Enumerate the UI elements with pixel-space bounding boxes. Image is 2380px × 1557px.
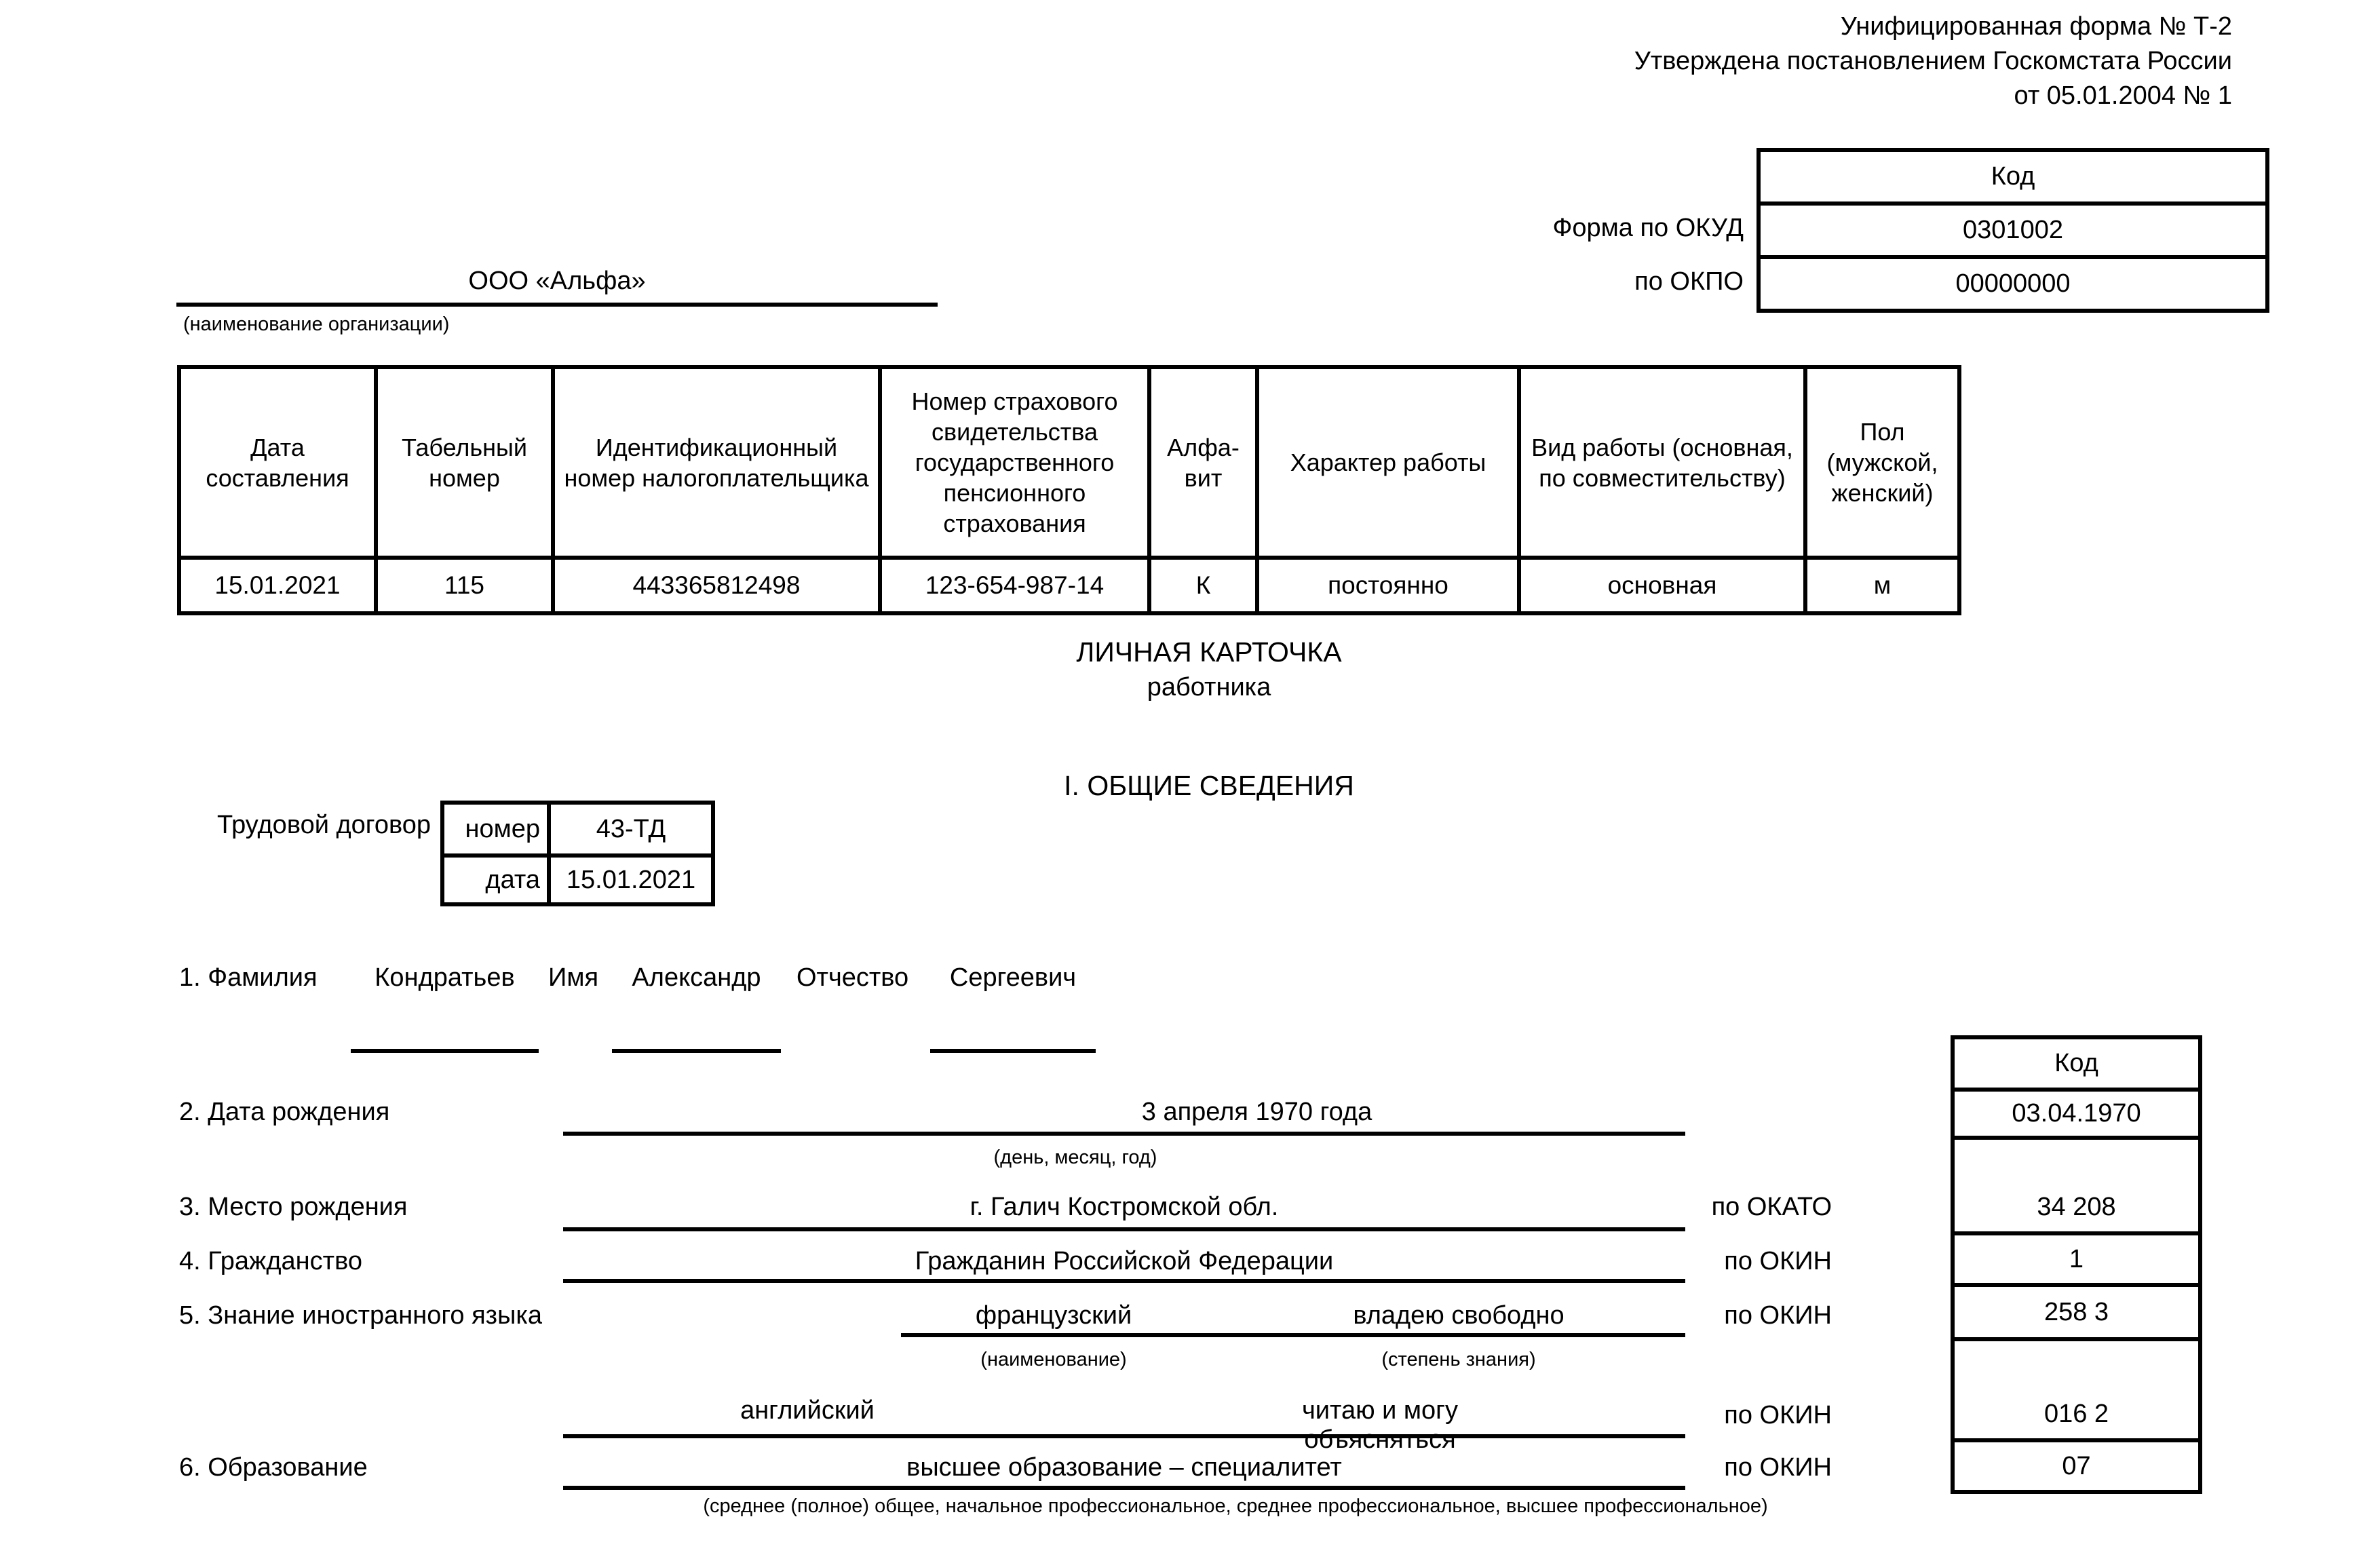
language-name-caption: (наименование)	[980, 1349, 1127, 1370]
firstname-underline	[612, 1049, 781, 1053]
patronymic-label: Отчество	[796, 963, 909, 992]
okpo-value: 00000000	[1761, 255, 2265, 309]
language-label: 5. Знание иностранного языка	[179, 1301, 542, 1330]
birth-date-label: 2. Дата рождения	[179, 1098, 390, 1126]
info-table-header-cell: Характер работы	[1255, 369, 1517, 556]
document-title: ЛИЧНАЯ КАРТОЧКА	[1076, 636, 1342, 668]
info-table-header-cell: Вид работы (основная, по совместительству)	[1517, 369, 1803, 556]
code-table-header: Код	[1991, 162, 2035, 191]
form-header-line3: от 05.01.2004 № 1	[2014, 81, 2232, 110]
section-1-heading: I. ОБЩИЕ СВЕДЕНИЯ	[1064, 770, 1354, 801]
info-table-header-cell: Номер страхового свидетельства государственного пенсионного страхования	[878, 369, 1147, 556]
contract-number-value: 43-ТД	[547, 805, 711, 853]
info-table-value-cell: 115	[374, 556, 551, 611]
contract-table	[440, 801, 715, 906]
birth-date-underline	[563, 1132, 1685, 1136]
contract-date-value: 15.01.2021	[547, 853, 711, 902]
form-header	[1221, 9, 2232, 113]
language1-code: 258 3	[1955, 1283, 2198, 1337]
surname-underline	[351, 1049, 539, 1053]
language1-underline	[901, 1333, 1685, 1337]
language2-name: английский	[740, 1396, 875, 1425]
education-value: высшее образование – специалитет	[906, 1453, 1342, 1482]
contract-date-label: дата	[444, 853, 547, 902]
info-table	[177, 365, 1961, 615]
citizenship-underline	[563, 1279, 1685, 1283]
okato-code: 34 208	[1955, 1136, 2198, 1231]
citizenship-label: 4. Гражданство	[179, 1247, 362, 1275]
firstname-value: Александр	[632, 963, 761, 992]
citizenship-okin-label: по ОКИН	[1724, 1247, 1832, 1275]
birth-date-caption: (день, месяц, год)	[993, 1147, 1157, 1168]
birth-date-value: 3 апреля 1970 года	[1141, 1098, 1373, 1126]
language2-underline	[563, 1434, 1685, 1438]
info-table-header-cell: Табельный номер	[374, 369, 551, 556]
info-table-value-cell: 123-654-987-14	[878, 556, 1147, 611]
citizenship-code: 1	[1955, 1231, 2198, 1283]
language1-okin-label: по ОКИН	[1724, 1301, 1832, 1330]
language1-degree: владею свободно	[1353, 1301, 1565, 1330]
info-table-value-cell: основная	[1517, 556, 1803, 611]
birth-date-code: 03.04.1970	[1955, 1088, 2198, 1136]
language2-degree: читаю и могу объясняться	[1301, 1396, 1459, 1454]
patronymic-underline	[930, 1049, 1096, 1053]
birth-place-underline	[563, 1227, 1685, 1231]
codes-column	[1951, 1035, 2202, 1494]
info-table-header-cell: Алфа-вит	[1147, 369, 1255, 556]
education-underline	[563, 1486, 1685, 1490]
info-table-header-cell: Дата составления	[206, 433, 349, 492]
info-table-value-cell: 15.01.2021	[181, 556, 374, 611]
contract-number-label: номер	[465, 814, 540, 843]
codes-column-header: Код	[2054, 1049, 2098, 1077]
info-table-value-cell: К	[1147, 556, 1255, 611]
info-table-value-cell: постоянно	[1255, 556, 1517, 611]
organization-name: ООО «Альфа»	[468, 267, 646, 295]
info-table-value-cell: 443365812498	[551, 556, 878, 611]
okud-label: Форма по ОКУД	[1552, 214, 1744, 242]
info-table-header-cell: Идентификационный номер налогоплательщика	[551, 369, 878, 556]
education-label: 6. Образование	[179, 1453, 368, 1482]
organization-underline	[176, 303, 938, 307]
contract-label: Трудовой договор	[216, 811, 431, 839]
education-okin-label: по ОКИН	[1724, 1453, 1832, 1482]
okud-value: 0301002	[1761, 201, 2265, 255]
language1-name: французский	[975, 1301, 1132, 1330]
citizenship-value: Гражданин Российской Федерации	[915, 1247, 1334, 1275]
patronymic-value: Сергеевич	[949, 963, 1077, 992]
birth-place-label: 3. Место рождения	[179, 1193, 408, 1221]
language2-okin-label: по ОКИН	[1724, 1401, 1832, 1429]
language-degree-caption: (степень знания)	[1381, 1349, 1536, 1370]
okpo-label: по ОКПО	[1634, 267, 1744, 296]
form-header-line1: Унифицированная форма № Т-2	[1840, 12, 2232, 41]
info-table-header-cell: Пол (мужской, женский)	[1803, 369, 1957, 556]
firstname-label: Имя	[548, 963, 599, 992]
okato-label: по ОКАТО	[1711, 1193, 1832, 1221]
surname-value: Кондратьев	[375, 963, 515, 992]
surname-label: 1. Фамилия	[179, 963, 318, 992]
form-header-line2: Утверждена постановлением Госкомстата России	[1634, 47, 2232, 75]
okud-code-table	[1757, 148, 2269, 313]
birth-place-value: г. Галич Костромской обл.	[970, 1193, 1279, 1221]
language2-code: 016 2	[1955, 1337, 2198, 1438]
document-subtitle: работника	[1147, 673, 1271, 701]
info-table-value-cell: м	[1803, 556, 1957, 611]
education-code: 07	[1955, 1438, 2198, 1490]
organization-caption: (наименование организации)	[183, 313, 450, 335]
education-caption: (среднее (полное) общее, начальное профессиональное, среднее профессиональное, высшее профессиональное)	[703, 1495, 1768, 1517]
